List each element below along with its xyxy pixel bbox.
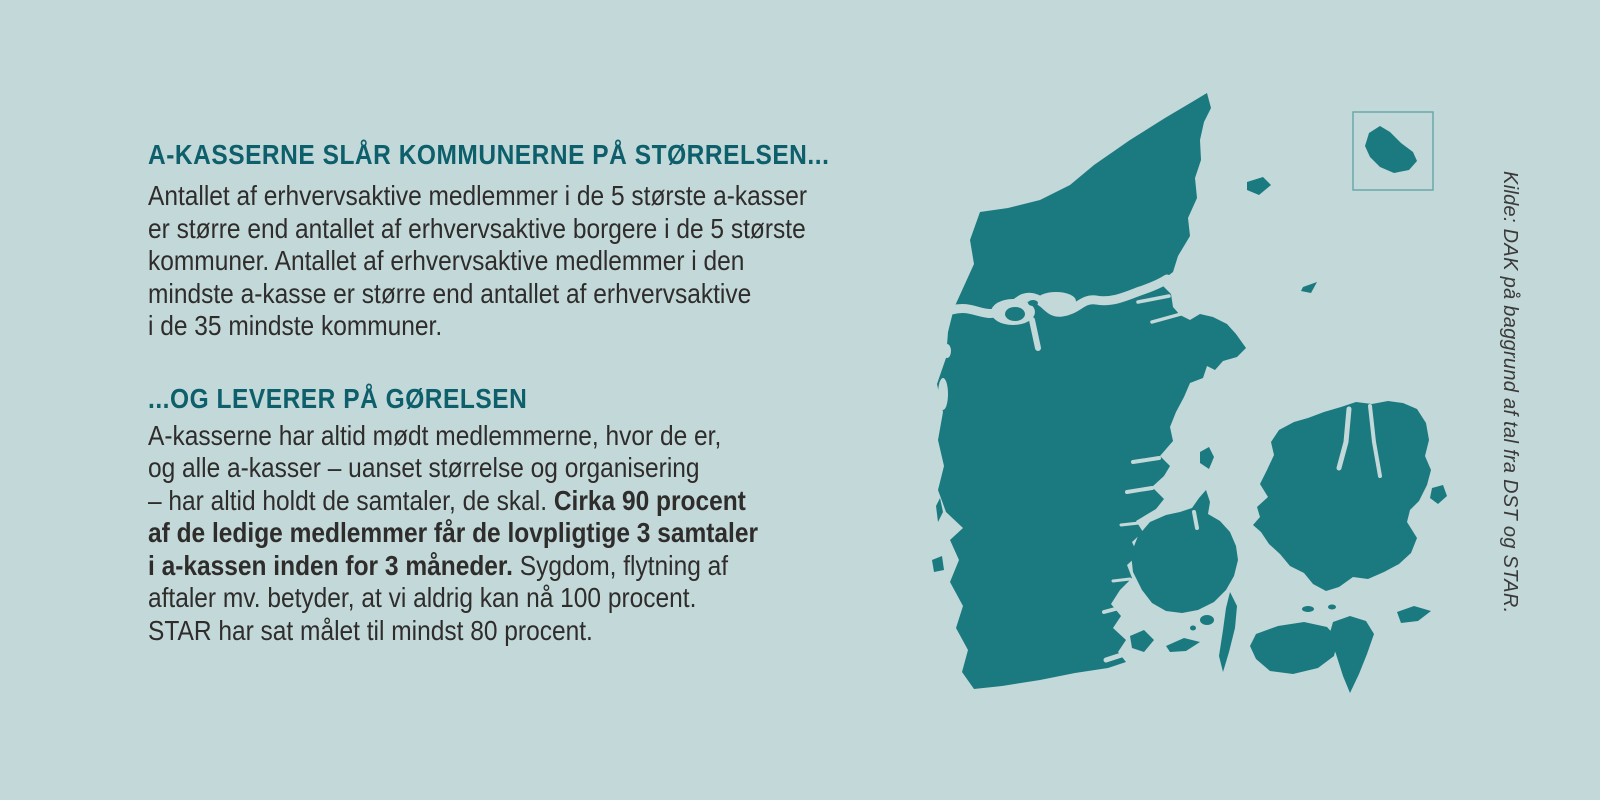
haderslev-fjord-water <box>1113 579 1130 581</box>
amager-island <box>1430 485 1447 504</box>
mors-island <box>1005 307 1025 321</box>
roemoe-island <box>932 556 944 572</box>
section-2-heading: ...OG LEVERER PÅ GØRELSEN <box>148 382 528 414</box>
laesoe-island <box>1247 177 1271 195</box>
fur-island <box>1028 300 1038 306</box>
denmark-map-svg <box>880 60 1480 800</box>
bornholm-region <box>1365 126 1417 173</box>
text-column <box>148 139 881 647</box>
falster-island <box>1329 616 1374 693</box>
loegstoer-bredning-water <box>1036 292 1076 310</box>
aeroe-island <box>1166 638 1200 652</box>
zealand-region <box>1253 401 1431 591</box>
source-note: Kilde: DAK på baggrund af tal fra DST og STAR. <box>1499 171 1521 614</box>
small-island-south-funen <box>1190 626 1196 631</box>
lolland-island <box>1250 622 1338 674</box>
fanoe-island <box>936 498 943 522</box>
kolding-fjord-water <box>1121 523 1139 525</box>
anholt-island <box>1301 282 1317 293</box>
taasinge-island <box>1200 615 1214 625</box>
smaalands-island-1 <box>1302 606 1314 612</box>
samsoe-island <box>1200 447 1214 469</box>
denmark-map <box>880 60 1480 800</box>
section-1-heading: A-KASSERNE SLÅR KOMMUNERNE PÅ STØRRELSEN... <box>148 139 830 170</box>
smaalands-island-2 <box>1328 605 1336 610</box>
ringkoebing-fjord-water <box>938 378 948 410</box>
section-1-paragraph: Antallet af erhvervsaktive medlemmer i de 5 største a-kasser er større end antallet af erhvervsaktive borgere i de 5 største kommuner. Antallet af erhvervsaktive medlemmer i den mindste a-kasse er større end antallet af erhvervsaktive i de 35 mindste kommuner. <box>148 180 808 341</box>
nissum-fjord-water <box>943 344 951 358</box>
moen-island <box>1397 606 1431 623</box>
langeland-island <box>1219 592 1237 672</box>
section-2-paragraph: A-kasserne har altid mødt medlemmerne, hvor de er, og alle a-kasser – uanset størrelse og organisering – har altid holdt de samtaler, de skal. Cirka 90 procent af de ledige medlemmer får de lovpligtige 3 samtaler i a-kassen inden for 3 måneder. Sygdom, flytning af aftaler mv. betyder, at vi aldrig kan nå 100 procent. STAR har sat målet til mindst 80 procent. <box>148 419 758 646</box>
